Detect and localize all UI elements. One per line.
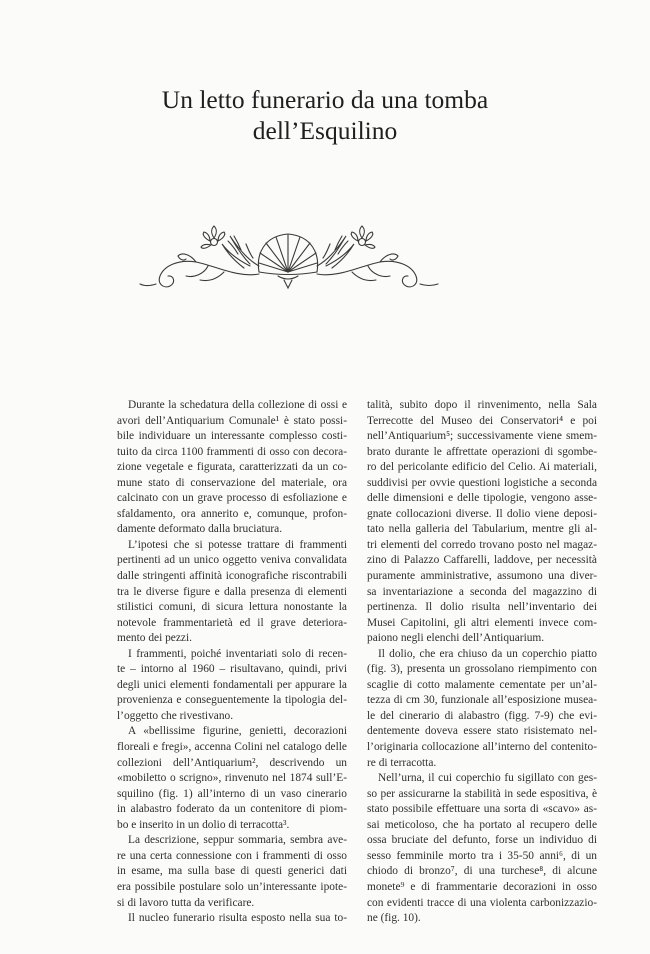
text-line: suddivisi per ovvie questioni logistiche a seconda [367, 476, 597, 489]
text-line: pertinenti ad un unico oggetto veniva convalidata [117, 554, 347, 567]
text-line: so per assicurarne la stabilità in sede espositiva, è [367, 787, 597, 800]
text-line: re di terracotta. [367, 756, 437, 769]
text-line: l’originaria collocazione all’interno del contenito- [367, 741, 597, 754]
text-line: paiono negli elenchi dell’Antiquarium. [367, 632, 545, 645]
text-column-right [367, 398, 597, 927]
text-line: brato durante le affrettate operazioni di sgombe- [367, 445, 597, 458]
text-line: tuito da circa 1100 frammenti di osso con decora- [117, 445, 347, 458]
text-line: bile individuare un interessante complesso costi- [117, 430, 347, 443]
text-line: mune stato di conservazione del materiale, ora [117, 476, 347, 489]
text-line: monete⁹ e di frammentarie decorazioni in osso [367, 880, 597, 893]
text-line: A «bellissime figurine, genietti, decorazioni [128, 725, 347, 738]
text-line: talità, subito dopo il rinvenimento, nella Sala [367, 399, 597, 411]
text-line: tri elementi del corredo trovano posto nel magaz- [367, 538, 597, 551]
text-line: tezza di cm 30, funzionale all’esposizione musea- [367, 694, 597, 707]
text-line: Il nucleo funerario risulta esposto nella sua to- [128, 912, 347, 925]
text-line: pertinenza. Il dolio risulta nell’inventario dei [367, 601, 597, 614]
text-line: gnate collocazioni diverse. Il dolio viene deposi- [367, 507, 597, 520]
text-line: bo e inserito in un dolio di terracotta³. [117, 818, 290, 831]
text-line: degli unici elementi fondamentali per appurare la [117, 678, 347, 691]
text-line: notevole frammentarietà ed il grave deteriora- [117, 616, 347, 629]
text-line: Nell’urna, il cui coperchio fu sigillato con ges- [378, 772, 597, 785]
text-line: dalle stringenti affinità iconografiche riscontrabili [117, 570, 347, 583]
text-line: floreali e fregi», accenna Colini nel catalogo delle [117, 741, 347, 754]
text-line: le del cinerario di alabastro (figg. 7-9) che evi- [367, 709, 597, 722]
text-line: sai meticoloso, che ha portato al recupero delle [367, 818, 597, 831]
text-line: damente deformato dalla bruciatura. [117, 523, 283, 536]
text-line: ne (fig. 10). [367, 912, 421, 925]
text-line: scaglie di cotto malamente cementate per un’al- [367, 678, 597, 691]
text-line: puramente amministrative, assumono una diver- [367, 570, 597, 583]
text-line: zino di Palazzo Caffarelli, laddove, per necessità [367, 554, 597, 567]
text-line: avori dell’Antiquarium Comunale¹ è stato possi- [117, 414, 347, 427]
text-line: provenienza e conseguentemente la tipologia del- [117, 694, 347, 707]
text-line: zione vegetale e figurata, caratterizzati da un co- [117, 461, 347, 474]
text-line: Musei Capitolini, gli altri elementi invece com- [367, 616, 597, 629]
text-line: tra le diverse figure e dalla presenza di elementi [117, 585, 347, 598]
shell-palmette-scroll-ornament-icon [138, 214, 440, 294]
article-title [0, 84, 650, 146]
text-line: si di lavoro tutta da verificare. [117, 896, 255, 909]
text-line: ro del pericolante edificio del Celio. Ai materiali, [367, 461, 597, 474]
text-line: sa inventariazione a seconda del magazzino di [367, 585, 597, 598]
text-column-left [117, 398, 347, 927]
title-line-1: Un letto funerario da una tomba [161, 85, 489, 114]
text-line: te – intorno al 1960 – risultavano, quindi, privi [117, 663, 347, 676]
title-line-2: dell’Esquilino [252, 116, 398, 145]
text-line: collezioni dell’Antiquarium², descrivendo un [117, 756, 347, 769]
text-line: (fig. 3), presenta un grossolano riempimento con [367, 663, 597, 676]
text-line: calcinato con un grave processo di esfoliazione e [117, 492, 347, 505]
text-line: re una certa connessione con i frammenti di osso [117, 849, 347, 862]
text-line: mento dei pezzi. [117, 632, 192, 645]
text-line: sesso femminile morto tra i 35-50 anni⁶, di un [367, 849, 597, 862]
text-line: era possibile postulare solo un’interessante ipote- [117, 880, 347, 893]
text-line: I frammenti, poiché inventariati solo di recen- [128, 647, 347, 660]
text-line: tato nella galleria del Tabularium, mentre gli al- [367, 523, 597, 536]
text-line: in alabastro foderato da un contenitore di piom- [117, 803, 347, 816]
text-line: stilistici comuni, di sicura lettura nonostante la [117, 601, 347, 614]
text-line: «mobiletto o scrigno», rinvenuto nel 1874 sull’E- [117, 772, 347, 785]
text-line: Durante la schedatura della collezione di ossi e [128, 399, 347, 411]
text-line: La descrizione, seppur sommaria, sembra ave- [128, 834, 347, 847]
text-line: Terrecotte del Museo dei Conservatori⁴ e poi [367, 414, 597, 427]
text-line: in esame, ma sulla base di questi generici dati [117, 865, 347, 878]
text-line: con evidenti tracce di una violenta carbonizzazio- [367, 896, 597, 909]
text-line: stato possibile effettuare una sorta di «scavo» as- [367, 803, 597, 816]
text-line: sfaldamento, ora annerito e, comunque, profon- [117, 507, 347, 520]
text-line: delle dimensioni e delle tipologie, vengono asse- [367, 492, 597, 505]
text-line: nell’Antiquarium⁵; successivamente viene smem- [367, 430, 597, 443]
text-line: L’ipotesi che si potesse trattare di frammenti [128, 538, 347, 551]
text-line: ossa bruciate del defunto, forse un individuo di [367, 834, 597, 847]
text-line: squilino (fig. 1) all’interno di un vaso cinerario [117, 787, 347, 800]
text-line: dentemente doveva essere stato risistemato nel- [367, 725, 597, 738]
text-line: l’oggetto che rivestivano. [117, 709, 234, 722]
text-line: chiodo di bronzo⁷, di una turchese⁸, di alcune [367, 865, 597, 878]
text-line: Il dolio, che era chiuso da un coperchio piatto [378, 647, 597, 660]
